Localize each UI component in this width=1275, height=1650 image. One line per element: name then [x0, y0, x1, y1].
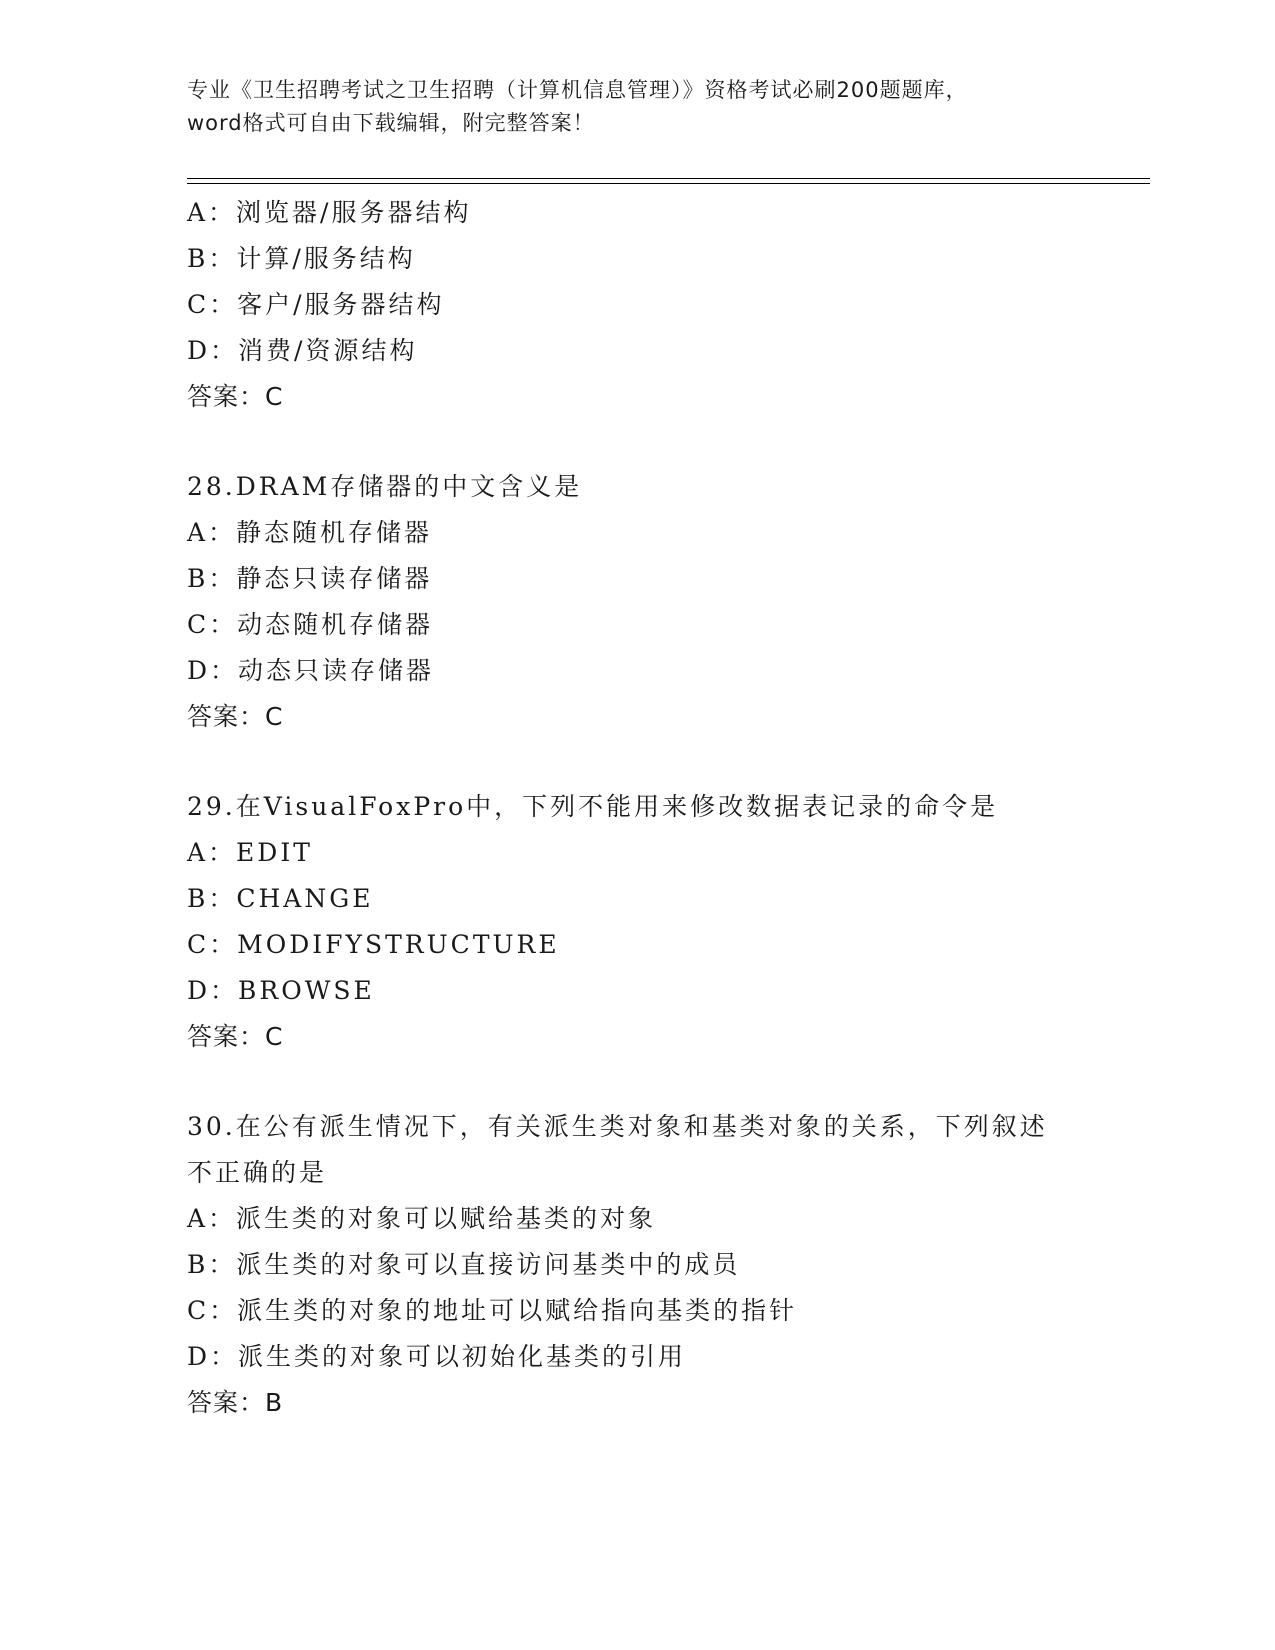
option-a: A：静态随机存储器 — [187, 518, 433, 547]
question-text: 29.在VisualFoxPro中，下列不能用来修改数据表记录的命令是 — [187, 792, 999, 821]
question-text: 30.在公有派生情况下，有关派生类对象和基类对象的关系，下列叙述不正确的是 — [187, 1112, 1048, 1187]
option-b: B：CHANGE — [187, 884, 374, 913]
option-b: B：派生类的对象可以直接访问基类中的成员 — [187, 1250, 741, 1279]
option-b: B：静态只读存储器 — [187, 564, 433, 593]
header-divider-top — [187, 178, 1150, 179]
question-list — [187, 190, 1150, 1470]
question-block — [187, 464, 1150, 740]
option-a: A：EDIT — [187, 838, 313, 867]
question-block — [187, 190, 1150, 420]
answer: 答案：B — [187, 1388, 284, 1417]
answer: 答案：C — [187, 382, 284, 411]
option-d: D：动态只读存储器 — [187, 656, 435, 685]
option-a: A：派生类的对象可以赋给基类的对象 — [187, 1204, 657, 1233]
answer: 答案：C — [187, 702, 284, 731]
header-line-2: word格式可自由下载编辑，附完整答案！ — [187, 111, 595, 135]
option-d: D：BROWSE — [187, 976, 375, 1005]
option-c: C：派生类的对象的地址可以赋给指向基类的指针 — [187, 1296, 798, 1325]
option-b: B：计算/服务结构 — [187, 244, 416, 273]
option-d: D：派生类的对象可以初始化基类的引用 — [187, 1342, 687, 1371]
question-text: 28.DRAM存储器的中文含义是 — [187, 472, 583, 501]
option-c: C：MODIFYSTRUCTURE — [187, 930, 560, 959]
header-divider-bottom — [187, 183, 1150, 184]
answer: 答案：C — [187, 1022, 284, 1051]
option-d: D：消费/资源结构 — [187, 336, 418, 365]
option-c: C：动态随机存储器 — [187, 610, 434, 639]
document-header — [187, 74, 1087, 140]
header-line-1: 专业《卫生招聘考试之卫生招聘（计算机信息管理）》资格考试必刷200题题库， — [187, 78, 968, 102]
option-a: A：浏览器/服务器结构 — [187, 198, 472, 227]
question-block — [187, 1104, 1150, 1426]
question-block — [187, 784, 1150, 1060]
option-c: C：客户/服务器结构 — [187, 290, 445, 319]
